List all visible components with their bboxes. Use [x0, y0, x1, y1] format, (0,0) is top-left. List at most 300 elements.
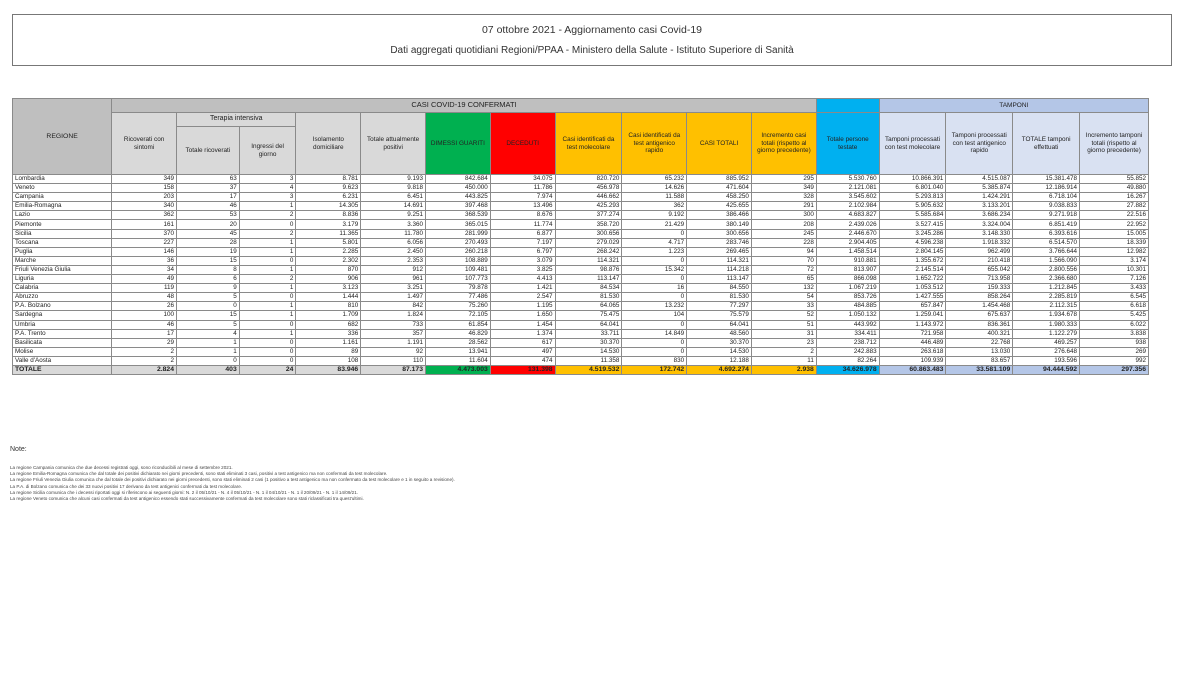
- value-cell: 92: [361, 347, 426, 356]
- total-value-cell: 94.444.592: [1013, 365, 1080, 374]
- value-cell: 14.691: [361, 202, 426, 211]
- value-cell: 853.726: [816, 293, 879, 302]
- value-cell: 1.444: [296, 293, 361, 302]
- value-cell: 49.880: [1080, 184, 1149, 193]
- value-cell: 8: [176, 265, 239, 274]
- value-cell: 54: [751, 293, 816, 302]
- value-cell: 0: [622, 338, 687, 347]
- value-cell: 617: [490, 338, 555, 347]
- value-cell: 836.361: [946, 320, 1013, 329]
- region-name-cell: Liguria: [13, 275, 112, 284]
- value-cell: 0: [622, 320, 687, 329]
- value-cell: 12.982: [1080, 247, 1149, 256]
- value-cell: 268.242: [555, 247, 622, 256]
- value-cell: 5.905.632: [879, 202, 946, 211]
- table-row: [13, 329, 1149, 338]
- value-cell: 22.952: [1080, 220, 1149, 229]
- value-cell: 75.579: [687, 311, 752, 320]
- value-cell: 15: [176, 256, 239, 265]
- value-cell: 5.385.874: [946, 184, 1013, 193]
- col-header-casi-antigenico: Casi identificati da test antigenico rapido: [622, 113, 687, 175]
- value-cell: 9.038.833: [1013, 202, 1080, 211]
- table-row: [13, 193, 1149, 202]
- col-header-isolamento: Isolamento domiciliare: [296, 113, 361, 175]
- value-cell: 291: [751, 202, 816, 211]
- value-cell: 2.904.405: [816, 238, 879, 247]
- col-header-tamponi-molecolare: Tamponi processati con test molecolare: [879, 113, 946, 175]
- value-cell: 1.980.333: [1013, 320, 1080, 329]
- value-cell: 210.418: [946, 256, 1013, 265]
- value-cell: 0: [622, 293, 687, 302]
- value-cell: 1.566.090: [1013, 256, 1080, 265]
- value-cell: 6.022: [1080, 320, 1149, 329]
- value-cell: 820.720: [555, 175, 622, 184]
- table-row: [13, 220, 1149, 229]
- value-cell: 33: [751, 302, 816, 311]
- value-cell: 104: [622, 311, 687, 320]
- value-cell: 4.596.238: [879, 238, 946, 247]
- value-cell: 0: [176, 356, 239, 365]
- value-cell: 9.818: [361, 184, 426, 193]
- total-value-cell: 4.692.274: [687, 365, 752, 374]
- value-cell: 2.121.081: [816, 184, 879, 193]
- value-cell: 161: [112, 220, 177, 229]
- value-cell: 1: [239, 247, 296, 256]
- value-cell: 3.123: [296, 284, 361, 293]
- value-cell: 2.547: [490, 293, 555, 302]
- value-cell: 358.720: [555, 220, 622, 229]
- value-cell: 28.562: [426, 338, 491, 347]
- col-header-ricoverati: Ricoverati con sintomi: [112, 113, 177, 175]
- value-cell: 912: [361, 265, 426, 274]
- value-cell: 6.393.616: [1013, 229, 1080, 238]
- region-name-cell: Umbria: [13, 320, 112, 329]
- value-cell: 1.427.555: [879, 293, 946, 302]
- value-cell: 48.560: [687, 329, 752, 338]
- value-cell: 295: [751, 175, 816, 184]
- value-cell: 6.801.040: [879, 184, 946, 193]
- table-row: [13, 302, 1149, 311]
- value-cell: 203: [112, 193, 177, 202]
- value-cell: 45: [176, 229, 239, 238]
- value-cell: 1.824: [361, 311, 426, 320]
- value-cell: 3.251: [361, 284, 426, 293]
- value-cell: 283.746: [687, 238, 752, 247]
- value-cell: 733: [361, 320, 426, 329]
- col-header-ingressi: Ingressi del giorno: [239, 127, 296, 175]
- value-cell: 1: [176, 347, 239, 356]
- value-cell: 11: [751, 356, 816, 365]
- total-value-cell: 24: [239, 365, 296, 374]
- value-cell: 657.847: [879, 302, 946, 311]
- value-cell: 84.550: [687, 284, 752, 293]
- value-cell: 77.297: [687, 302, 752, 311]
- value-cell: 14.530: [555, 347, 622, 356]
- value-cell: 3.433: [1080, 284, 1149, 293]
- value-cell: 1: [239, 238, 296, 247]
- value-cell: 33.711: [555, 329, 622, 338]
- value-cell: 349: [112, 175, 177, 184]
- value-cell: 48: [112, 293, 177, 302]
- value-cell: 1.259.041: [879, 311, 946, 320]
- value-cell: 456.978: [555, 184, 622, 193]
- value-cell: 281.999: [426, 229, 491, 238]
- value-cell: 0: [239, 293, 296, 302]
- value-cell: 362: [112, 211, 177, 220]
- value-cell: 81.530: [687, 293, 752, 302]
- value-cell: 3.686.234: [946, 211, 1013, 220]
- value-cell: 1: [239, 311, 296, 320]
- value-cell: 276.648: [1013, 347, 1080, 356]
- table-row: [13, 211, 1149, 220]
- value-cell: 3.079: [490, 256, 555, 265]
- value-cell: 82.264: [816, 356, 879, 365]
- value-cell: 6.545: [1080, 293, 1149, 302]
- value-cell: 1: [239, 329, 296, 338]
- total-value-cell: 83.946: [296, 365, 361, 374]
- table-row: [13, 311, 1149, 320]
- value-cell: 1.050.132: [816, 311, 879, 320]
- value-cell: 7.974: [490, 193, 555, 202]
- value-cell: 2.353: [361, 256, 426, 265]
- value-cell: 13.941: [426, 347, 491, 356]
- value-cell: 75.475: [555, 311, 622, 320]
- value-cell: 18.339: [1080, 238, 1149, 247]
- col-header-deceduti: DECEDUTI: [490, 113, 555, 175]
- value-cell: 1.374: [490, 329, 555, 338]
- value-cell: 11.604: [426, 356, 491, 365]
- value-cell: 5.585.684: [879, 211, 946, 220]
- value-cell: 2.302: [296, 256, 361, 265]
- value-cell: 3.179: [296, 220, 361, 229]
- note-line: La regione Campania comunica che due decessi registrati oggi, sono riconducibili al mese di settembre 2021.: [10, 465, 233, 470]
- value-cell: 108: [296, 356, 361, 365]
- value-cell: 1: [239, 202, 296, 211]
- value-cell: 110: [361, 356, 426, 365]
- table-row: [13, 175, 1149, 184]
- region-name-cell: Sardegna: [13, 311, 112, 320]
- value-cell: 2.285: [296, 247, 361, 256]
- value-cell: 300.656: [687, 229, 752, 238]
- value-cell: 962.499: [946, 247, 1013, 256]
- value-cell: 94: [751, 247, 816, 256]
- value-cell: 17: [176, 193, 239, 202]
- value-cell: 2.800.556: [1013, 265, 1080, 274]
- value-cell: 8.836: [296, 211, 361, 220]
- value-cell: 3.133.201: [946, 202, 1013, 211]
- value-cell: 9.192: [622, 211, 687, 220]
- value-cell: 425.293: [555, 202, 622, 211]
- report-subtitle: Dati aggregati quotidiani Regioni/PPAA - Ministero della Salute - Istituto Superiore di Sanità: [390, 45, 794, 56]
- value-cell: 36: [112, 256, 177, 265]
- value-cell: 113.147: [555, 275, 622, 284]
- value-cell: 1.497: [361, 293, 426, 302]
- value-cell: 11.365: [296, 229, 361, 238]
- value-cell: 84.534: [555, 284, 622, 293]
- value-cell: 65: [751, 275, 816, 284]
- covid-data-table: [12, 98, 1149, 375]
- value-cell: 29: [112, 338, 177, 347]
- value-cell: 3.766.644: [1013, 247, 1080, 256]
- value-cell: 6.451: [361, 193, 426, 202]
- value-cell: 11.358: [555, 356, 622, 365]
- region-name-cell: P.A. Bolzano: [13, 302, 112, 311]
- value-cell: 30.370: [555, 338, 622, 347]
- value-cell: 14.626: [622, 184, 687, 193]
- value-cell: 269.465: [687, 247, 752, 256]
- value-cell: 6.851.419: [1013, 220, 1080, 229]
- value-cell: 63: [176, 175, 239, 184]
- value-cell: 1.934.678: [1013, 311, 1080, 320]
- value-cell: 98.876: [555, 265, 622, 274]
- value-cell: 2.446.670: [816, 229, 879, 238]
- value-cell: 65.232: [622, 175, 687, 184]
- group-header-persone-spacer: [816, 99, 879, 113]
- value-cell: 27.882: [1080, 202, 1149, 211]
- total-value-cell: 60.863.483: [879, 365, 946, 374]
- value-cell: 159.333: [946, 284, 1013, 293]
- region-name-cell: Sicilia: [13, 229, 112, 238]
- value-cell: 0: [239, 256, 296, 265]
- value-cell: 1.918.332: [946, 238, 1013, 247]
- value-cell: 83.657: [946, 356, 1013, 365]
- value-cell: 721.958: [879, 329, 946, 338]
- total-value-cell: 2.938: [751, 365, 816, 374]
- note-line: La regione Friuli Venezia Giulia comunica che dal totale dei positivi dichiarato nei giorni precedenti, sono stati eliminati 2 casi (1 positivo a test antigenico ma non confermato da test molecolare e 1 in seguito a revisione).: [10, 477, 455, 483]
- value-cell: 340: [112, 202, 177, 211]
- value-cell: 0: [239, 356, 296, 365]
- value-cell: 6.056: [361, 238, 426, 247]
- value-cell: 858.264: [946, 293, 1013, 302]
- value-cell: 61.854: [426, 320, 491, 329]
- total-value-cell: 4.473.003: [426, 365, 491, 374]
- value-cell: 28: [176, 238, 239, 247]
- value-cell: 992: [1080, 356, 1149, 365]
- value-cell: 22.768: [946, 338, 1013, 347]
- value-cell: 34.075: [490, 175, 555, 184]
- region-name-cell: Calabria: [13, 284, 112, 293]
- value-cell: 655.042: [946, 265, 1013, 274]
- value-cell: 263.618: [879, 347, 946, 356]
- col-header-tamponi-totale: TOTALE tamponi effettuati: [1013, 113, 1080, 175]
- col-header-casi-totali: CASI TOTALI: [687, 113, 752, 175]
- value-cell: 13.232: [622, 302, 687, 311]
- value-cell: 22.516: [1080, 211, 1149, 220]
- value-cell: 469.257: [1013, 338, 1080, 347]
- value-cell: 270.493: [426, 238, 491, 247]
- value-cell: 132: [751, 284, 816, 293]
- value-cell: 31: [751, 329, 816, 338]
- value-cell: 450.000: [426, 184, 491, 193]
- value-cell: 108.889: [426, 256, 491, 265]
- value-cell: 11.780: [361, 229, 426, 238]
- value-cell: 2.450: [361, 247, 426, 256]
- table-row: [13, 238, 1149, 247]
- value-cell: 4.717: [622, 238, 687, 247]
- value-cell: 2.112.315: [1013, 302, 1080, 311]
- note-line: La regione Veneto comunica che alcuni casi confermati da test antigenico essendo stati successivamente confermati da test molecolare sono stati riclassificati tra quest'ultimi.: [10, 496, 364, 502]
- value-cell: 81.530: [555, 293, 622, 302]
- value-cell: 370: [112, 229, 177, 238]
- value-cell: 443.825: [426, 193, 491, 202]
- col-header-tamponi-antigenico: Tamponi processati con test antigenico rapido: [946, 113, 1013, 175]
- table-row: [13, 347, 1149, 356]
- value-cell: 193.596: [1013, 356, 1080, 365]
- table-row: [13, 338, 1149, 347]
- value-cell: 5: [176, 320, 239, 329]
- value-cell: 6.618: [1080, 302, 1149, 311]
- col-header-incremento-tamponi: Incremento tamponi totali (rispetto al giorno precedente): [1080, 113, 1149, 175]
- value-cell: 885.952: [687, 175, 752, 184]
- value-cell: 5.293.813: [879, 193, 946, 202]
- value-cell: 6.718.104: [1013, 193, 1080, 202]
- value-cell: 208: [751, 220, 816, 229]
- value-cell: 682: [296, 320, 361, 329]
- table-row: [13, 275, 1149, 284]
- value-cell: 11.774: [490, 220, 555, 229]
- total-label-cell: TOTALE: [13, 365, 112, 374]
- value-cell: 0: [622, 275, 687, 284]
- value-cell: 5: [176, 293, 239, 302]
- region-name-cell: Piemonte: [13, 220, 112, 229]
- value-cell: 13.496: [490, 202, 555, 211]
- col-header-casi-molecolare: Casi identificati da test molecolare: [555, 113, 622, 175]
- value-cell: 2: [751, 347, 816, 356]
- value-cell: 0: [176, 302, 239, 311]
- region-name-cell: Molise: [13, 347, 112, 356]
- region-name-cell: Campania: [13, 193, 112, 202]
- value-cell: 362: [622, 202, 687, 211]
- value-cell: 2.439.026: [816, 220, 879, 229]
- value-cell: 5.425: [1080, 311, 1149, 320]
- value-cell: 14.849: [622, 329, 687, 338]
- value-cell: 1.421: [490, 284, 555, 293]
- region-name-cell: Puglia: [13, 247, 112, 256]
- total-value-cell: 2.824: [112, 365, 177, 374]
- value-cell: 64.041: [687, 320, 752, 329]
- value-cell: 443.992: [816, 320, 879, 329]
- value-cell: 1.424.291: [946, 193, 1013, 202]
- table-row: [13, 284, 1149, 293]
- value-cell: 1: [176, 338, 239, 347]
- value-cell: 357: [361, 329, 426, 338]
- value-cell: 1.053.512: [879, 284, 946, 293]
- table-row: [13, 247, 1149, 256]
- value-cell: 0: [622, 256, 687, 265]
- total-value-cell: 172.742: [622, 365, 687, 374]
- value-cell: 2: [112, 347, 177, 356]
- region-name-cell: Marche: [13, 256, 112, 265]
- value-cell: 72: [751, 265, 816, 274]
- total-value-cell: 297.356: [1080, 365, 1149, 374]
- value-cell: 26: [112, 302, 177, 311]
- value-cell: 14.305: [296, 202, 361, 211]
- value-cell: 10.301: [1080, 265, 1149, 274]
- value-cell: 64.041: [555, 320, 622, 329]
- value-cell: 9.193: [361, 175, 426, 184]
- value-cell: 4: [239, 184, 296, 193]
- value-cell: 377.274: [555, 211, 622, 220]
- value-cell: 349: [751, 184, 816, 193]
- value-cell: 46: [112, 320, 177, 329]
- value-cell: 15.342: [622, 265, 687, 274]
- col-header-attualmente-positivi: Totale attualmente positivi: [361, 113, 426, 175]
- value-cell: 8.781: [296, 175, 361, 184]
- value-cell: 1: [239, 265, 296, 274]
- table-row: [13, 320, 1149, 329]
- value-cell: 471.604: [687, 184, 752, 193]
- value-cell: 336: [296, 329, 361, 338]
- value-cell: 3.174: [1080, 256, 1149, 265]
- value-cell: 446.489: [879, 338, 946, 347]
- table-row: [13, 256, 1149, 265]
- group-header-terapia-intensiva: Terapia intensiva: [176, 113, 295, 127]
- value-cell: 0: [239, 320, 296, 329]
- value-cell: 842: [361, 302, 426, 311]
- col-header-regione: REGIONE: [13, 99, 112, 175]
- value-cell: 300: [751, 211, 816, 220]
- value-cell: 11.786: [490, 184, 555, 193]
- value-cell: 2: [112, 356, 177, 365]
- value-cell: 114.321: [555, 256, 622, 265]
- value-cell: 3.527.415: [879, 220, 946, 229]
- value-cell: 1.191: [361, 338, 426, 347]
- value-cell: 46.829: [426, 329, 491, 338]
- value-cell: 2: [239, 275, 296, 284]
- total-value-cell: 403: [176, 365, 239, 374]
- value-cell: 6.877: [490, 229, 555, 238]
- value-cell: 1.454.468: [946, 302, 1013, 311]
- value-cell: 9.271.918: [1013, 211, 1080, 220]
- value-cell: 938: [1080, 338, 1149, 347]
- report-title: 07 ottobre 2021 - Aggiornamento casi Covid-19: [481, 24, 703, 36]
- value-cell: 12.186.914: [1013, 184, 1080, 193]
- value-cell: 842.684: [426, 175, 491, 184]
- value-cell: 1.709: [296, 311, 361, 320]
- region-name-cell: Basilicata: [13, 338, 112, 347]
- col-header-incremento-casi: Incremento casi totali (rispetto al giorno precedente): [751, 113, 816, 175]
- value-cell: 72.105: [426, 311, 491, 320]
- table-body: [13, 175, 1149, 375]
- value-cell: 228: [751, 238, 816, 247]
- value-cell: 100: [112, 311, 177, 320]
- value-cell: 906: [296, 275, 361, 284]
- notes-section: [10, 446, 910, 502]
- value-cell: 2: [239, 211, 296, 220]
- value-cell: 446.662: [555, 193, 622, 202]
- value-cell: 89: [296, 347, 361, 356]
- note-line: La regione Sicilia comunica che i decessi riportati oggi si riferiscono ai seguenti giorni: N. 2 il 05/10/21 - N. 4 il 05/10/21 - N. 1 il 04/10/21 - N. 1 il 20/09/21 - N. 1 il 14/09/21.: [10, 489, 359, 495]
- value-cell: 9.623: [296, 184, 361, 193]
- value-cell: 3: [239, 175, 296, 184]
- value-cell: 813.907: [816, 265, 879, 274]
- value-cell: 300.656: [555, 229, 622, 238]
- value-cell: 15.381.478: [1013, 175, 1080, 184]
- value-cell: 497: [490, 347, 555, 356]
- value-cell: 910.881: [816, 256, 879, 265]
- value-cell: 7.126: [1080, 275, 1149, 284]
- table-row: [13, 265, 1149, 274]
- value-cell: 386.466: [687, 211, 752, 220]
- col-header-persone-testate: Totale persone testate: [816, 113, 879, 175]
- notes-title: Note:: [10, 446, 27, 453]
- value-cell: 12.188: [687, 356, 752, 365]
- total-value-cell: 33.581.109: [946, 365, 1013, 374]
- table-row: [13, 184, 1149, 193]
- value-cell: 458.250: [687, 193, 752, 202]
- value-cell: 425.655: [687, 202, 752, 211]
- value-cell: 3.148.330: [946, 229, 1013, 238]
